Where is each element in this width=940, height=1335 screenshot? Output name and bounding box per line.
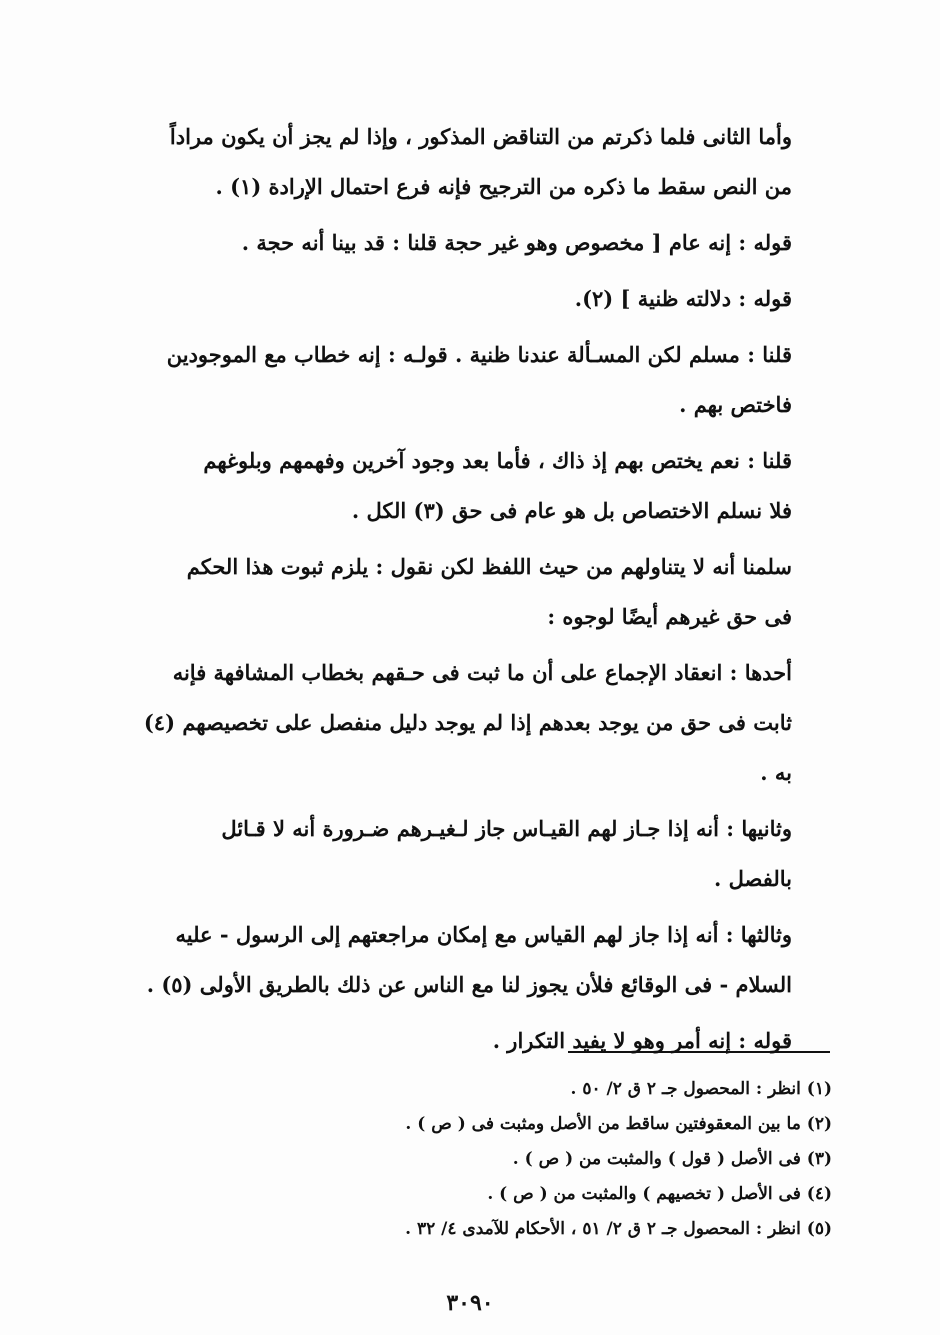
footnote-3: (٣) فى الأصل ( قول ) والمثبت من ( ص ) . [512, 1149, 832, 1169]
text-line: دلالته ظنية ] (٢). [574, 286, 732, 311]
text-line: ثابت فى حق من يوجد بعدهم إذا لم يوجد دليل منفصل على تخصيصهم (٤) [143, 710, 792, 735]
text-line: إنه أمر وهو لا يفيد التكرار . [492, 1028, 732, 1053]
paragraph-lead: قلنا : [747, 448, 792, 473]
footnote-divider [568, 1051, 830, 1053]
text-line: نعم يختص بهم إذ ذاك ، فأما بعد وجود آخرين وفهمهم وبلوغهم [203, 448, 740, 473]
paragraph-lead: وثالثها : [725, 922, 792, 947]
paragraph-8 [110, 804, 832, 904]
paragraph-2 [110, 218, 832, 268]
main-text [110, 112, 832, 1072]
text-line: أنه إذا جاز لهم القياس مع إمكان مراجعتهم إلى الرسول - عليه [175, 922, 719, 947]
paragraph-lead: قوله : [738, 230, 792, 255]
paragraph-6 [110, 542, 832, 642]
paragraph-lead: أحدها : [729, 660, 792, 685]
paragraph-1 [110, 112, 832, 212]
text-line: بالفصل . [713, 866, 792, 891]
paragraph-7 [110, 648, 832, 798]
page-number: ٣٠٩٠ [446, 1290, 494, 1316]
text-line: السلام - فى الوقائع فلأن يجوز لنا مع الناس عن ذلك بالطريق الأولى (٥) . [146, 972, 792, 997]
paragraph-lead: قوله : [738, 286, 792, 311]
text-line: انعقاد الإجماع على أن ما ثبت فى حـقهم بخطاب المشافهة فإنه [172, 660, 723, 685]
text-line: مسلم لكن المسـألة عندنا ظنية . قولـه : إنه خطاب مع الموجودين [166, 342, 740, 367]
paragraph-10 [110, 1016, 832, 1066]
footnote-1: (١) انظر : المحصول جـ ٢ ق ٢/ ٥٠ . [570, 1079, 832, 1099]
footnotes [110, 1072, 832, 1247]
text-line: من النص سقط ما ذكره من الترجيح فإنه فرع احتمال الإرادة (١) . [215, 174, 792, 199]
footnote-4: (٤) فى الأصل ( تخصيهم ) والمثبت من ( ص ) . [487, 1184, 832, 1204]
paragraph-lead: وثانيها : [726, 816, 792, 841]
paragraph-lead: قلنا : [747, 342, 792, 367]
paragraph-lead: قوله : [738, 1028, 792, 1053]
text-line: سلمنا أنه لا يتناولهم من حيث اللفظ لكن نقول : يلزم ثبوت هذا الحكم [186, 554, 792, 579]
text-line: إنه عام [ مخصوص وهو غير حجة قلنا : قد بينا أنه حجة . [241, 230, 732, 255]
footnote-5: (٥) انظر : المحصول جـ ٢ ق ٢/ ٥١ ، الأحكام للآمدى ٤/ ٣٢ . [405, 1219, 832, 1239]
text-line: فى حق غيرهم أيضًا لوجوه : [547, 604, 792, 629]
text-line: أنه إذا جـاز لهم القيـاس جاز لـغيـرهم ضـرورة أنه لا قـائل [221, 816, 719, 841]
footnote-2: (٢) ما بين المعقوفتين ساقط من الأصل ومثبت فى ( ص ) . [405, 1114, 832, 1134]
paragraph-3 [110, 274, 832, 324]
paragraph-5 [110, 436, 832, 536]
paragraph-9 [110, 910, 832, 1010]
text-line: فلا نسلم الاختصاص بل هو عام فى حق (٣) الكل . [351, 498, 792, 523]
paragraph-4 [110, 330, 832, 430]
text-line: فاختص بهم . [679, 392, 792, 417]
text-line: وأما الثانى فلما ذكرتم من التناقض المذكور ، وإذا لم يجز أن يكون مراداً [169, 124, 792, 149]
text-line: به . [760, 760, 792, 785]
